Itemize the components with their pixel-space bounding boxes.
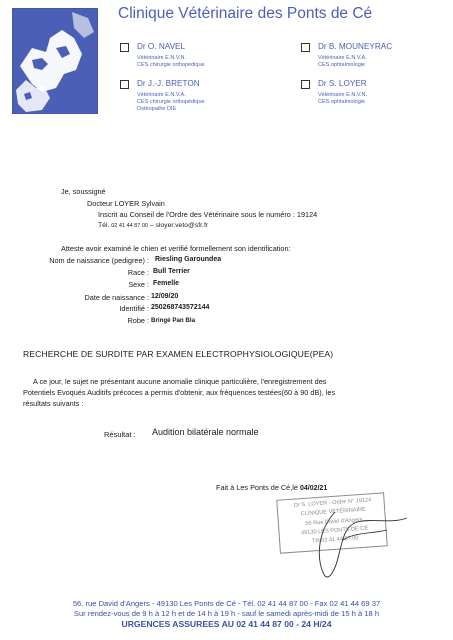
field-label-breed: Race : <box>127 268 149 277</box>
exam-paragraph-line: résultats suivants : <box>23 399 84 408</box>
tel-label: Tél. <box>98 222 110 229</box>
doctor-name: Dr J.-J. BRETON <box>137 79 200 88</box>
field-value-coat: Bringé Pan Bla <box>151 317 196 324</box>
exam-paragraph-line: A ce jour, le sujet ne présentant aucune anomalie clinique particulière, l'enregistrement des <box>33 377 327 386</box>
stamp-line: 49130 LES PONTS DE CÉ <box>300 525 369 537</box>
doctor-credential: CES chirurgie orthopédique <box>137 62 205 68</box>
doctor-name: Dr B. MOUNEYRAC <box>318 42 393 51</box>
stamp-line: CLINIQUE VÉTÉRINAIRE <box>300 507 367 518</box>
checkbox-icon <box>120 43 129 52</box>
field-label-id: Identifié : <box>119 304 149 313</box>
declaration-doctor: Docteur LOYER Sylvain <box>87 199 165 208</box>
declaration-contact <box>98 222 208 229</box>
sign-date: 04/02/21 <box>299 485 328 492</box>
signature-scribble <box>295 494 415 580</box>
stamp-line: Tél 02 41 44 87 00 <box>311 535 359 545</box>
declaration-order: Inscrit au Conseil de l'Ordre des Vétérinaire sous le numéro : 19124 <box>98 210 318 219</box>
doctor-credential: Vétérinaire E.N.V.N. <box>137 55 187 61</box>
result-value: Audition bilatérale normale <box>152 427 259 437</box>
doctor-name: Dr O. NAVEL <box>137 42 186 51</box>
checkbox-icon <box>301 80 310 89</box>
field-label-birthdate: Date de naissance : <box>84 293 149 302</box>
field-value-id: 250268743572144 <box>151 304 210 311</box>
stamp-line: Dr S. LOYER - Ordre N° 19124 <box>293 497 372 509</box>
clinic-title: Clinique Vétérinaire des Ponts de Cé <box>118 5 373 22</box>
doctor-credential: Vétérinaire E.N.V.A. <box>318 55 367 61</box>
doctor-name: Dr S. LOYER <box>318 79 367 88</box>
doctor-credential: Vétérinaire E.N.V.A. <box>137 92 186 98</box>
field-value-birthdate: 12/09/20 <box>151 293 179 300</box>
field-label-coat: Robe : <box>127 316 149 325</box>
doctor-credential: CES chirurgie orthopédique <box>137 99 205 105</box>
field-label-name: Nom de naissance (pedigree) : <box>49 256 149 265</box>
identification-statement: Atteste avoir examiné le chien et verifié formellement son identification: <box>61 244 291 253</box>
checkbox-icon <box>301 43 310 52</box>
checkbox-icon <box>120 80 129 89</box>
field-label-sex: Sexe : <box>128 280 149 289</box>
footer-urgent: URGENCES ASSUREES AU 02 41 44 87 00 - 24 H/24 <box>121 619 332 629</box>
place-date <box>216 483 327 492</box>
doctor-credential: Vétérinaire E.N.V.N. <box>318 92 368 98</box>
doctor-credential: CES ophtalmologie <box>318 99 366 105</box>
footer-address: 56, rue David d'Angers - 49130 Les Ponts de Cé - Tél. 02 41 44 87 00 - Fax 02 41 44 69 37 <box>72 599 381 608</box>
footer-hours: Sur rendez-vous de 9 h à 12 h et de 14 h à 19 h - sauf le samedi après-midi de 15 h à 18 h <box>73 609 380 618</box>
field-value-name: Riesling Garoundea <box>155 256 222 263</box>
clinic-logo <box>12 8 98 114</box>
place-date-prefix: Fait à Les Ponts de Cé,le <box>216 483 298 492</box>
doctor-credential: CES ophtalmologie <box>318 62 366 68</box>
section-title: RECHERCHE DE SURDITE PAR EXAMEN ELECTROPHYSIOLOGIQUE(PEA) <box>23 349 334 359</box>
doctor-credential: Ostéopathe DIE <box>137 106 177 112</box>
exam-paragraph-line: Potentiels Evoqués Auditifs précoces a permis d'obtenir, aux fréquences testées(60 à 90 dB), les <box>23 388 336 397</box>
stamp-line: 56 Rue David d'Angers <box>305 516 363 527</box>
field-value-sex: Femelle <box>153 280 180 287</box>
result-label: Résultat : <box>104 430 136 439</box>
email-address: – sloyer.veto@sfr.fr <box>149 222 209 229</box>
field-value-breed: Bull Terrier <box>153 268 190 275</box>
tel-number: 02 41 44 87 00 <box>111 223 148 229</box>
declaration-intro: Je, soussigné <box>61 187 106 196</box>
